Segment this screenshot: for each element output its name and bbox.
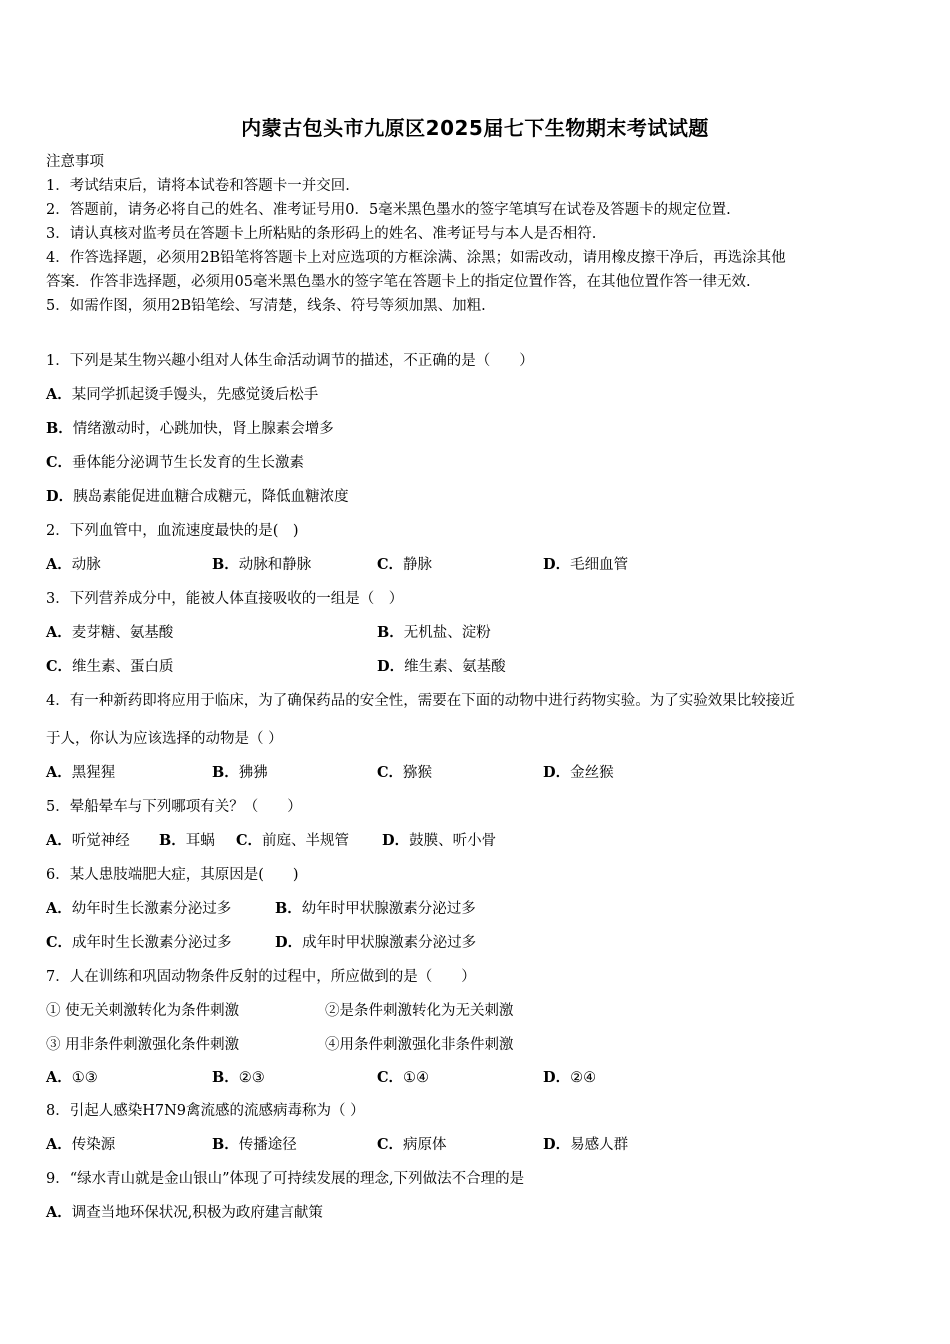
notice-heading: 注意事项 [46,154,104,170]
option-text: 调查当地环保状况,积极为政府建言献策 [71,1205,323,1221]
question-6-option-d [275,932,476,954]
page-title: 内蒙古包头市九原区2025届七下生物期末考试试题 [241,116,709,140]
notice-item: 4．作答选择题，必须用2B铅笔将答题卡上对应选项的方框涂满、涂黑；如需改动，请用橡皮擦干净后，再选涂其他 [46,250,786,266]
option-text: ①④ [403,1070,430,1086]
option-text: 幼年时生长激素分泌过多 [71,901,232,917]
question-3-stem: 3．下列营养成分中，能被人体直接吸收的一组是（ ） [46,591,404,607]
option-text: 情绪激动时，心跳加快，肾上腺素会增多 [72,421,334,437]
question-8-option-d [543,1134,628,1156]
question-1-option-d [46,486,349,508]
question-3-option-b [377,622,491,644]
option-letter: A． [46,386,72,403]
option-text: ①③ [71,1070,98,1086]
question-5-option-d [382,830,496,852]
question-7-statement: ① 使无关刺激转化为条件刺激 [46,1003,240,1019]
question-8-option-b [212,1134,297,1156]
option-text: 幼年时甲状腺激素分泌过多 [301,901,476,917]
option-letter: B． [212,1136,239,1153]
question-6-option-b [275,898,476,920]
question-1-stem: 1．下列是某生物兴趣小组对人体生命活动调节的描述，不正确的是（ ） [46,353,534,369]
question-1-option-c [46,452,304,474]
option-text: 病原体 [403,1137,447,1153]
question-6-option-c [46,932,232,954]
option-text: 维生素、蛋白质 [72,659,174,675]
option-letter: C． [377,1069,404,1086]
option-text: 鼓膜、听小骨 [409,833,497,849]
option-letter: C． [46,658,73,675]
question-7-option-b [212,1067,265,1089]
option-letter: D． [275,934,303,951]
option-text: 猕猴 [403,765,433,781]
option-letter: D． [543,764,571,781]
option-letter: B． [275,900,302,917]
option-letter: D． [46,488,74,505]
question-2-option-b [212,554,311,576]
option-letter: B． [212,1069,239,1086]
option-letter: C． [46,454,73,471]
question-8-option-c [377,1134,447,1156]
option-text: 易感人群 [570,1137,629,1153]
question-2-stem: 2．下列血管中，血流速度最快的是( ) [46,523,299,539]
option-text: 毛细血管 [570,557,629,573]
question-5-option-b [159,830,215,852]
question-7-stem: 7．人在训练和巩固动物条件反射的过程中，所应做到的是（ ） [46,969,476,985]
notice-item: 1．考试结束后，请将本试卷和答题卡一并交回. [46,178,350,194]
question-2-option-a [46,554,101,576]
question-1-option-a [46,384,318,406]
option-text: 胰岛素能促进血糖合成糖元，降低血糖浓度 [73,489,349,505]
option-text: 动脉 [71,557,101,573]
option-text: 黑猩猩 [71,765,116,781]
notice-section [46,150,906,318]
notice-item: 答案．作答非选择题，必须用05毫米黑色墨水的签字笔在答题卡上的指定位置作答，在其他位置作答一律无效. [46,274,751,290]
question-2-option-c [377,554,432,576]
option-text: 金丝猴 [570,765,614,781]
question-5-option-c [236,830,349,852]
question-3-option-d [377,656,506,678]
option-letter: C． [377,764,404,781]
question-9-stem: 9．“绿水青山就是金山银山”体现了可持续发展的理念,下列做法不合理的是 [46,1171,525,1187]
question-7-statement: ②是条件刺激转化为无关刺激 [325,1003,514,1019]
option-letter: B． [159,832,186,849]
option-letter: D． [382,832,410,849]
option-letter: C． [377,1136,404,1153]
question-1-option-b [46,418,334,440]
option-letter: B． [212,764,239,781]
question-3-option-a [46,622,173,644]
option-letter: D． [377,658,405,675]
option-letter: A． [46,832,72,849]
option-text: 前庭、半规管 [262,833,350,849]
question-7-statement: ③ 用非条件刺激强化条件刺激 [46,1037,240,1053]
notice-item: 5．如需作图，须用2B铅笔绘、写清楚，线条、符号等须加黑、加粗. [46,298,486,314]
question-6-option-a [46,898,231,920]
question-5-stem: 5．晕船晕车与下列哪项有关？（ ） [46,799,302,815]
question-4-stem-continued: 于人，你认为应该选择的动物是（ ） [46,731,283,747]
option-letter: B． [212,556,239,573]
option-letter: A． [46,1136,72,1153]
option-text: 无机盐、淀粉 [403,625,491,641]
option-letter: A． [46,900,72,917]
question-9-option-a [46,1202,323,1224]
option-letter: D． [543,556,571,573]
question-6-stem: 6．某人患肢端肥大症，其原因是( ) [46,867,299,883]
notice-item: 2．答题前，请务必将自己的姓名、准考证号用0．5毫米黑色墨水的签字笔填写在试卷及答题卡的规定位置. [46,202,731,218]
option-text: 麦芽糖、氨基酸 [71,625,174,641]
option-text: 维生素、氨基酸 [404,659,506,675]
option-text: 垂体能分泌调节生长发育的生长激素 [72,455,305,471]
question-4-option-b [212,762,268,784]
option-letter: C． [46,934,73,951]
question-4-stem: 4．有一种新药即将应用于临床，为了确保药品的安全性，需要在下面的动物中进行药物实验。为了实验效果比较接近 [46,693,795,709]
option-letter: B． [377,624,404,641]
option-text: 传染源 [71,1137,116,1153]
option-text: 动脉和静脉 [238,557,312,573]
question-4-option-c [377,762,432,784]
option-text: 成年时生长激素分泌过多 [72,935,232,951]
question-7-statement: ④用条件刺激强化非条件刺激 [325,1037,514,1053]
question-3-option-c [46,656,174,678]
notice-item: 3．请认真核对监考员在答题卡上所粘贴的条形码上的姓名、准考证号与本人是否相符. [46,226,597,242]
option-letter: B． [46,420,73,437]
option-letter: A． [46,556,72,573]
option-letter: A． [46,1204,72,1221]
option-letter: A． [46,764,72,781]
question-2-option-d [543,554,628,576]
question-8-option-a [46,1134,115,1156]
question-8-stem: 8．引起人感染H7N9禽流感的流感病毒称为（ ） [46,1103,365,1119]
option-text: 静脉 [403,557,433,573]
option-letter: C． [236,832,263,849]
option-text: 狒狒 [238,765,268,781]
option-letter: A． [46,624,72,641]
option-letter: D． [543,1136,571,1153]
option-letter: D． [543,1069,571,1086]
question-7-option-c [377,1067,429,1089]
option-text: 耳蜗 [185,833,215,849]
option-text: 传播途径 [238,1137,297,1153]
option-text: 成年时甲状腺激素分泌过多 [302,935,477,951]
option-text: 某同学抓起烫手馒头，先感觉烫后松手 [71,387,319,403]
question-7-option-d [543,1067,596,1089]
option-text: ②④ [570,1070,597,1086]
option-letter: C． [377,556,404,573]
option-letter: A． [46,1069,72,1086]
question-4-option-a [46,762,115,784]
option-text: 听觉神经 [71,833,130,849]
question-5-option-a [46,830,130,852]
option-text: ②③ [238,1070,265,1086]
question-7-option-a [46,1067,98,1089]
question-4-option-d [543,762,614,784]
